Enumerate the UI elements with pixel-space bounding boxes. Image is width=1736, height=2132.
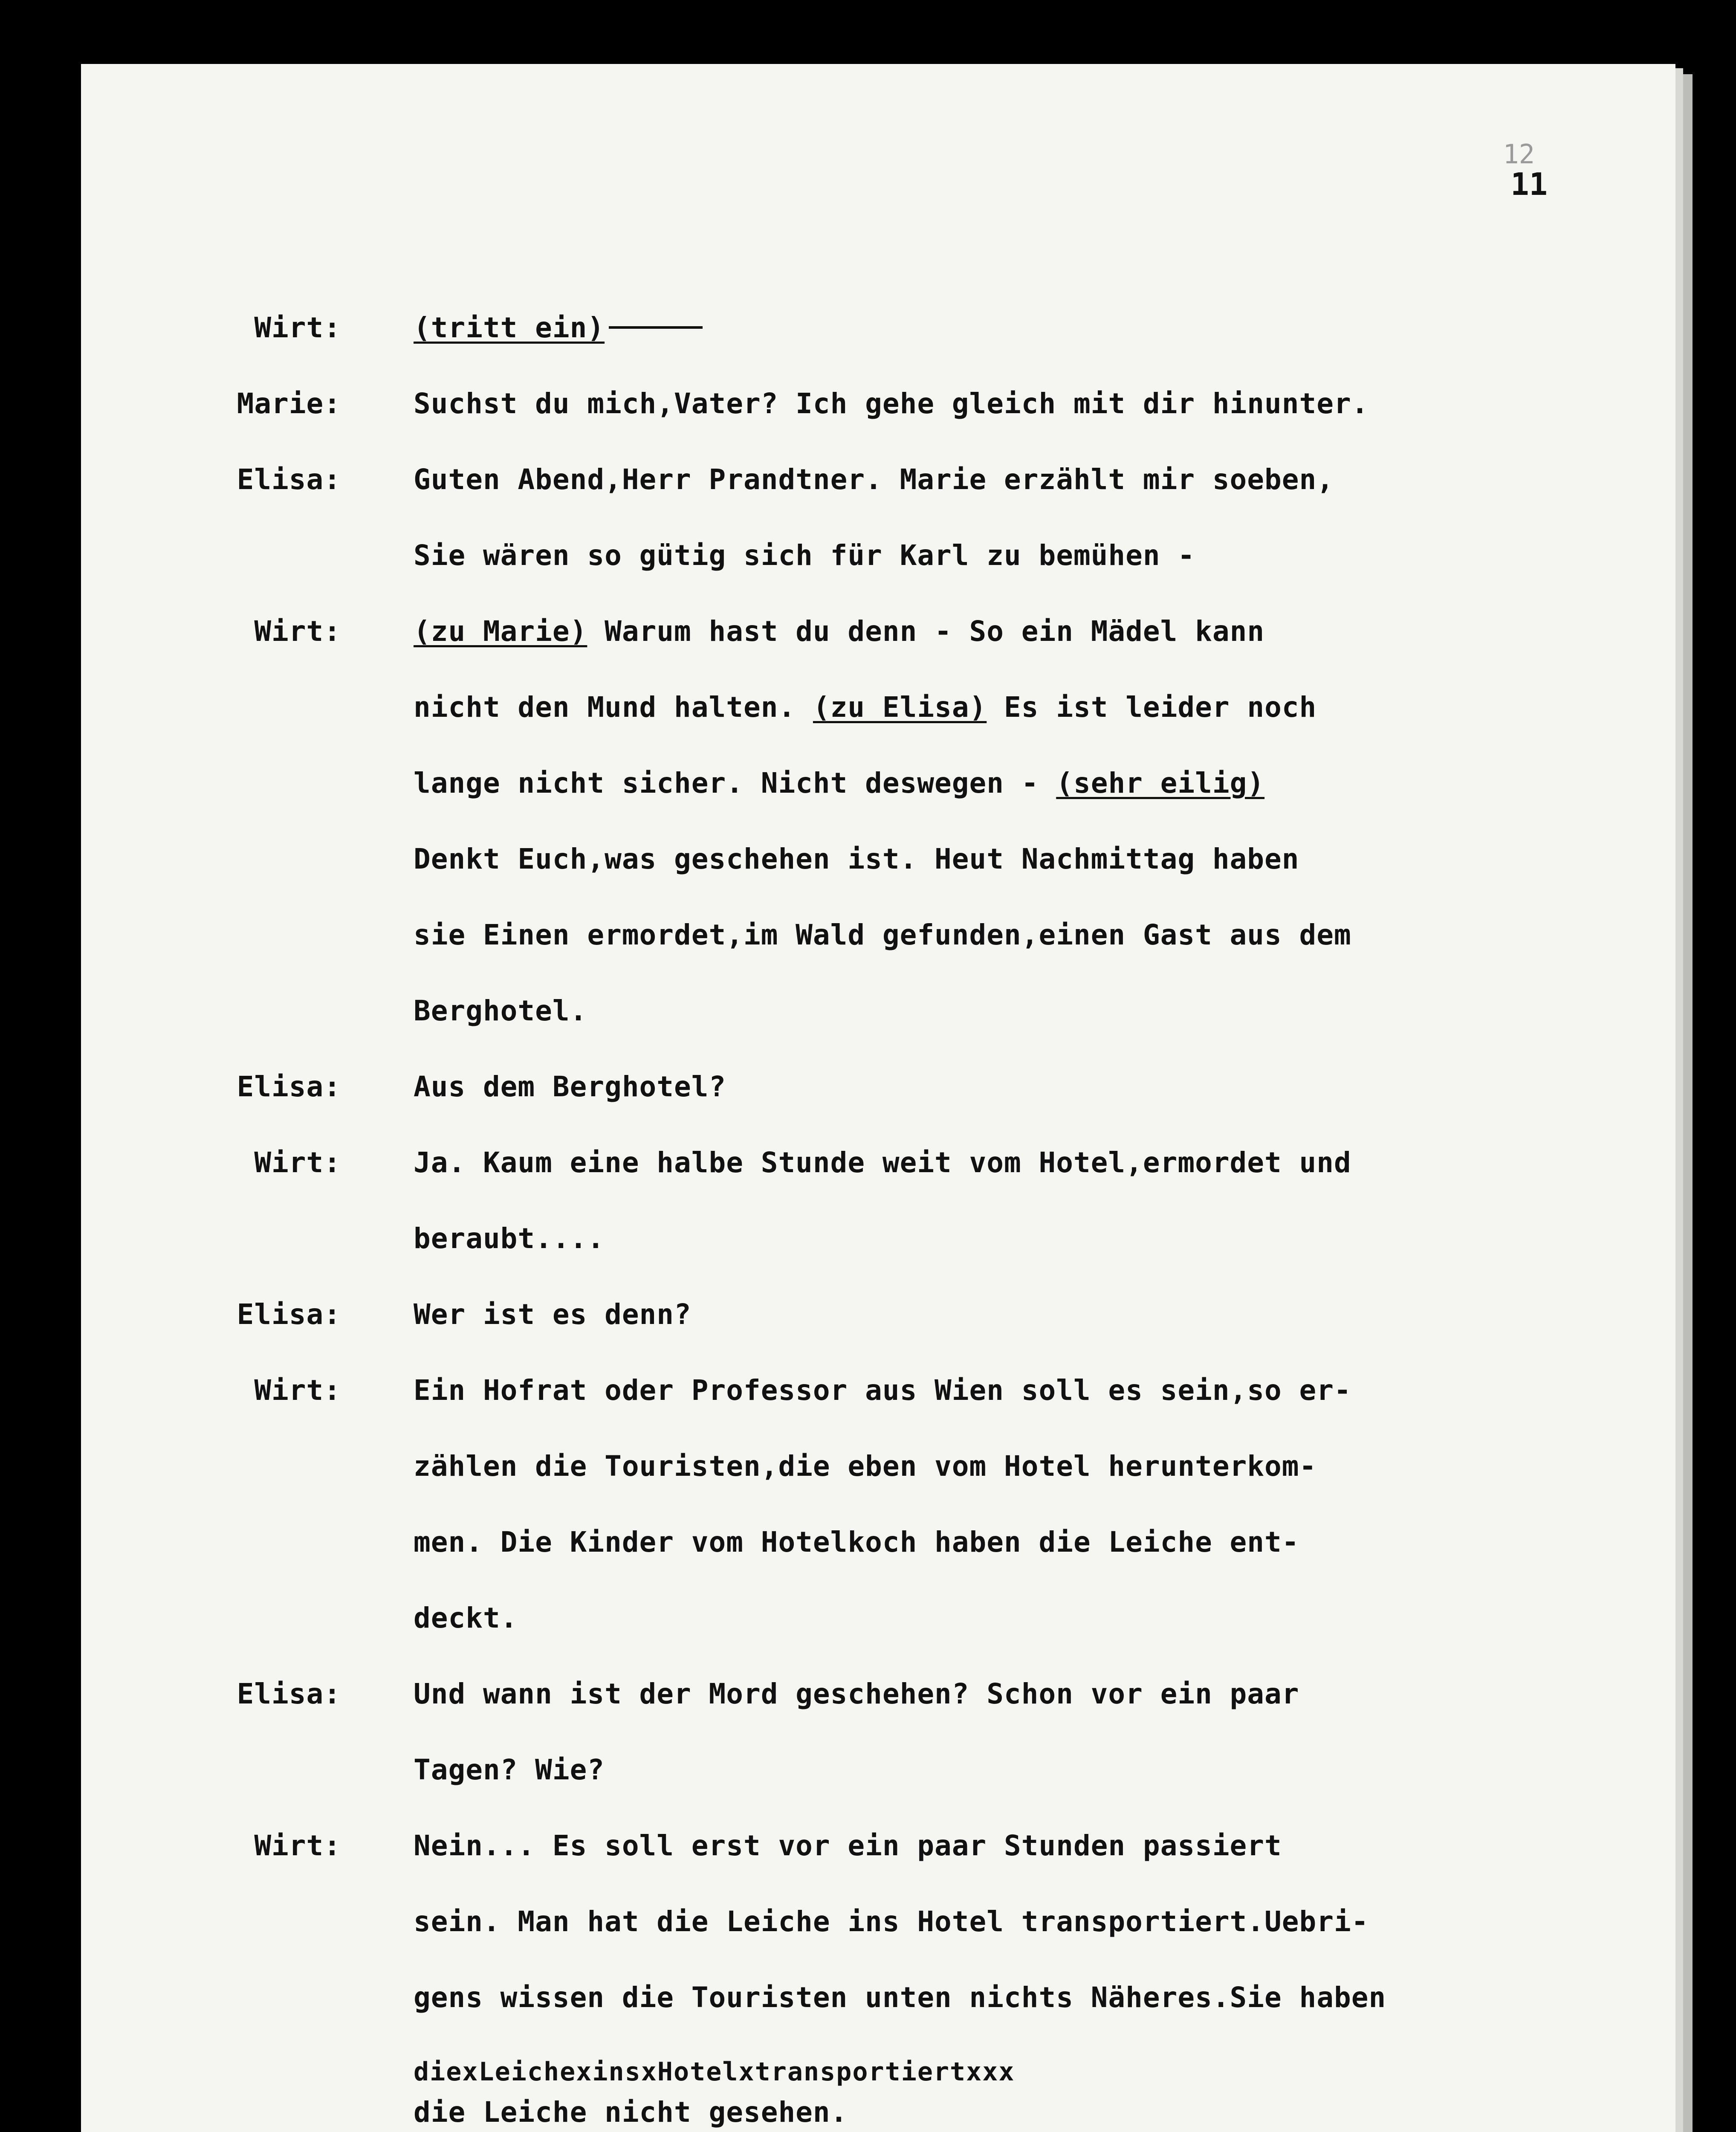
dialogue-line: Ein Hofrat oder Professor aus Wien soll es sein,so er- — [414, 1374, 1351, 1407]
dialogue-text: Es ist leider noch — [1004, 691, 1317, 724]
dialogue-line: Denkt Euch,was geschehen ist. Heut Nachmittag haben — [414, 843, 1299, 875]
dialogue-block — [81, 1353, 1675, 1656]
speaker-label: Wirt: — [254, 1829, 341, 1862]
dialogue-text: nicht den Mund halten. — [414, 691, 796, 724]
dialogue-line: Und wann ist der Mord geschehen? Schon vor ein paar — [414, 1677, 1299, 1710]
dialogue-line: Sie wären so gütig sich für Karl zu bemühen - — [414, 539, 1195, 572]
dialogue-line: Tagen? Wie? — [414, 1753, 605, 1786]
speaker-label: Elisa: — [237, 1298, 341, 1331]
dialogue-line: Berghotel. — [414, 994, 587, 1027]
dialogue-line: men. Die Kinder vom Hotelkoch haben die Leiche ent- — [414, 1526, 1299, 1558]
dialogue-line: Wer ist es denn? — [414, 1298, 692, 1331]
speaker-label: Wirt: — [254, 615, 341, 648]
dialogue-line: die Leiche nicht gesehen. — [414, 2096, 848, 2129]
underline-rule — [609, 326, 703, 329]
dialogue-line — [414, 669, 1590, 745]
dialogue — [81, 290, 1675, 2132]
stage-direction: (sehr eilig) — [1056, 767, 1265, 800]
struck-out-line: diexLeichexinsxHotelxtransportiertxxx — [414, 2057, 1015, 2087]
dialogue-line: zählen die Touristen,die eben vom Hotel herunterkom- — [414, 1450, 1317, 1483]
dialogue-block — [81, 1125, 1675, 1277]
speaker-label: Wirt: — [254, 1374, 341, 1407]
dialogue-line: gens wissen die Touristen unten nichts Näheres.Sie haben — [414, 1981, 1386, 2014]
stage-direction: (zu Elisa) — [813, 691, 987, 724]
dialogue-text: lange nicht sicher. Nicht deswegen - — [414, 767, 1039, 800]
dialogue-block — [81, 366, 1675, 442]
speaker-label: Elisa: — [237, 1677, 341, 1710]
speaker-label: Elisa: — [237, 463, 341, 496]
dialogue-line: Nein... Es soll erst vor ein paar Stunden passiert — [414, 1829, 1282, 1862]
speaker-label: Marie: — [237, 387, 341, 420]
faint-page-number: 12 — [1503, 139, 1535, 170]
dialogue-line: Suchst du mich,Vater? Ich gehe gleich mit dir hinunter. — [414, 387, 1369, 420]
dialogue-line: Guten Abend,Herr Prandtner. Marie erzählt mir soeben, — [414, 463, 1334, 496]
speaker-label: Elisa: — [237, 1070, 341, 1103]
dialogue-line — [414, 594, 1590, 669]
dialogue-block — [81, 1049, 1675, 1125]
typewritten-page — [81, 64, 1675, 2132]
dialogue-line: sie Einen ermordet,im Wald gefunden,einen Gast aus dem — [414, 918, 1351, 951]
dialogue-block — [81, 442, 1675, 594]
dialogue-line: sein. Man hat die Leiche ins Hotel transportiert.Uebri- — [414, 1905, 1369, 1938]
dialogue-block — [81, 1808, 1675, 2132]
speaker-label: Wirt: — [254, 311, 341, 344]
page-number: 11 — [1510, 166, 1548, 202]
dialogue-block — [81, 290, 1675, 366]
dialogue-text: Warum hast du denn - So ein Mädel kann — [605, 615, 1265, 648]
dialogue-line — [414, 745, 1590, 821]
dialogue-line: Aus dem Berghotel? — [414, 1070, 726, 1103]
dialogue-block — [81, 1656, 1675, 1808]
dialogue-block — [81, 594, 1675, 1049]
dialogue-line: beraubt.... — [414, 1222, 605, 1255]
stage-direction: (zu Marie) — [414, 615, 587, 648]
stage-direction: (tritt ein) — [414, 311, 605, 344]
speaker-label: Wirt: — [254, 1146, 341, 1179]
dialogue-line: deckt. — [414, 1602, 518, 1634]
dialogue-line — [414, 290, 1590, 366]
dialogue-line: Ja. Kaum eine halbe Stunde weit vom Hotel,ermordet und — [414, 1146, 1351, 1179]
dialogue-block — [81, 1277, 1675, 1353]
